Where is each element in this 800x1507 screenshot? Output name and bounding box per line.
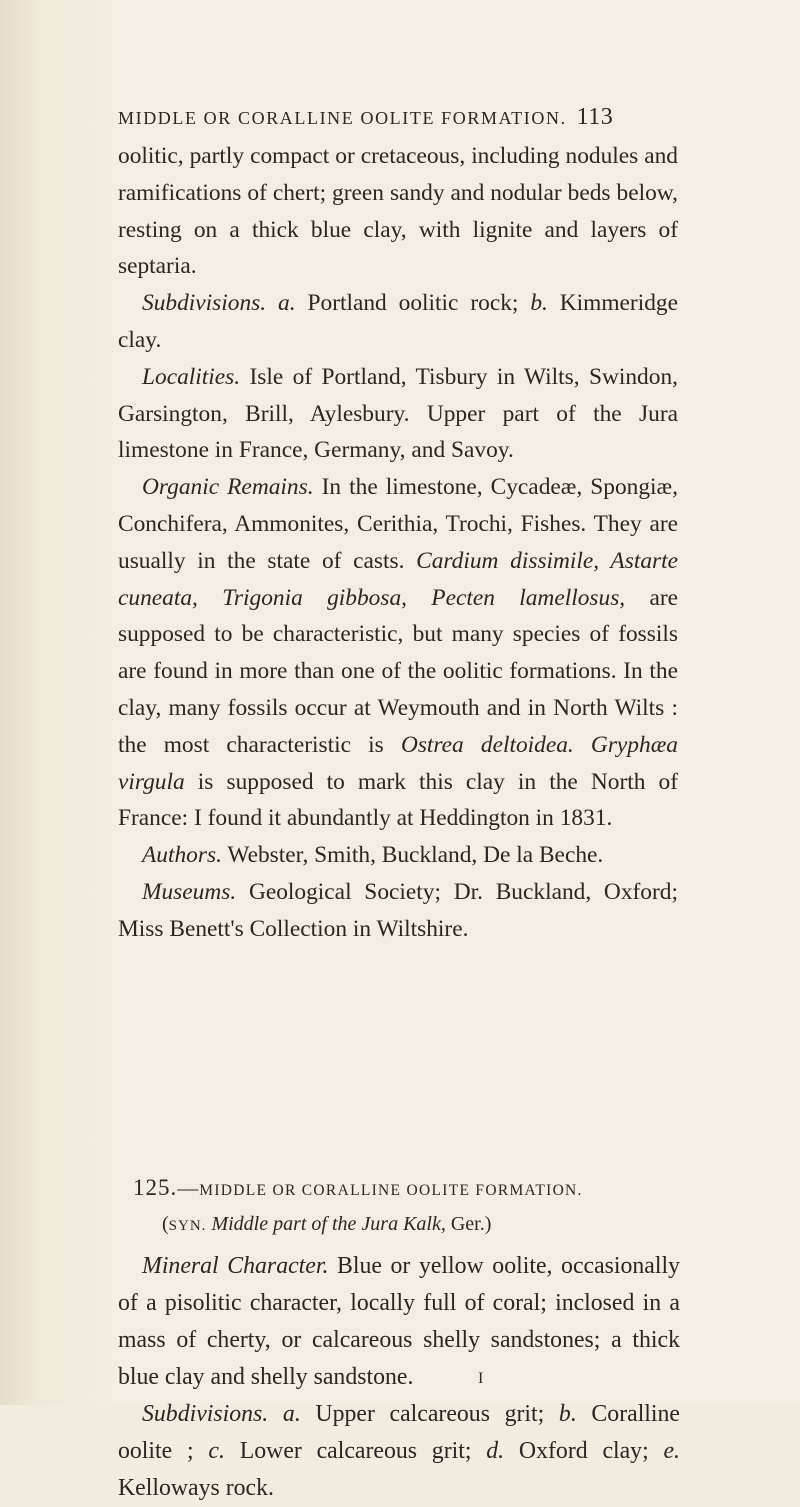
paragraph-section-subdivisions [118,1396,680,1507]
section-dash: — [177,1176,200,1200]
museums-text: Geological Society; Dr. Buckland, Oxford; Miss Benett's Collection in Wiltshire. [118,878,678,942]
body-text-lower [118,1248,680,1507]
sub-item-a: a. [282,1401,301,1427]
syn-text: Middle part of the Jura Kalk, [206,1213,446,1235]
organic-remains-text-1: In the limestone, Cycadeæ, Spongiæ, Conchifera, Ammonites, Cerithia, Trochi, Fishes. They are usually in the state of casts. [118,474,679,574]
sub-item-c: c. [208,1438,225,1464]
paragraph-continuation: oolitic, partly compact or cretaceous, including nodules and ramifications of chert; green sandy and nodular beds below, resting on a thick blue clay, with lignite and layers of septaria. [118,143,678,280]
label-organic-remains: Organic Remains. [142,474,314,501]
label-localities: Localities. [142,363,241,390]
sub-item-d: d. [486,1438,505,1464]
running-title: MIDDLE OR CORALLINE OOLITE FORMATION. [118,108,567,128]
organic-remains-text-3: is supposed to mark this clay in the North of France: I found it abundantly at Heddington in 1831. [118,768,678,832]
label-mineral-character: Mineral Character. [142,1253,329,1279]
sub-item-d-text: Oxford clay; [504,1438,664,1464]
label-museums: Museums. [142,878,237,905]
mineral-character-text: Blue or yellow oolite, occasionally of a pisolitic character, locally full of coral; inclosed in a mass of cherty, or calcareous shelly sandstones; a thick blue clay and shelly sandstone. [118,1253,680,1390]
paragraph-organic-remains [118,469,678,837]
sub-item-e-text: Kelloways rock. [118,1475,274,1501]
synonym-line [162,1213,682,1236]
species-list-2: Ostrea deltoidea. Gryphæa virgula [118,731,678,795]
sub-item-a-text: Upper calcareous grit; [300,1401,559,1427]
sub-item-b: b. [558,1401,577,1427]
item-a: a. [278,290,296,317]
paragraph-authors [118,837,678,874]
authors-text: Webster, Smith, Buckland, De la Beche. [221,842,604,869]
species-list-1: Cardium dissimile, Astarte cuneata, Trigonia gibbosa, Pecten lamellosus, [118,547,678,611]
syn-lang: Ger.) [445,1213,492,1235]
section-title: MIDDLE OR CORALLINE OOLITE FORMATION. [199,1182,583,1199]
item-b-text: Kimmeridge clay. [118,290,678,353]
label-subdivisions: Subdivisions. [142,290,267,317]
page-number: 113 [576,104,614,130]
body-text-upper [118,138,678,948]
syn-label: SYN. [168,1218,207,1234]
paragraph-subdivisions [118,285,678,359]
syn-open: ( [162,1213,169,1235]
section-heading [133,1175,693,1201]
item-b: b. [530,290,548,317]
section-number: 125. [133,1175,178,1200]
paragraph-localities [118,359,678,469]
sub-item-e: e. [663,1438,680,1464]
signature-mark: I [478,1370,484,1387]
sub-item-c-text: Lower calcareous grit; [224,1438,487,1464]
label-authors: Authors. [142,842,222,869]
sub-item-b-text: Coralline oolite ; [118,1401,680,1464]
label-section-subdivisions: Subdivisions. [142,1401,269,1427]
paragraph-mineral-character [118,1248,680,1396]
running-head [118,104,678,131]
localities-text: Isle of Portland, Tisbury in Wilts, Swindon, Garsington, Brill, Aylesbury. Upper part of the Jura limestone in France, Germany, and Savoy. [118,363,678,464]
organic-remains-text-2: are supposed to be characteristic, but many species of fossils are found in more than one of the oolitic formations. In the clay, many fossils occur at Weymouth and in North Wilts : the most characteristic is [118,584,679,758]
paragraph-museums [118,874,678,948]
item-a-text: Portland oolitic rock; [295,290,531,317]
